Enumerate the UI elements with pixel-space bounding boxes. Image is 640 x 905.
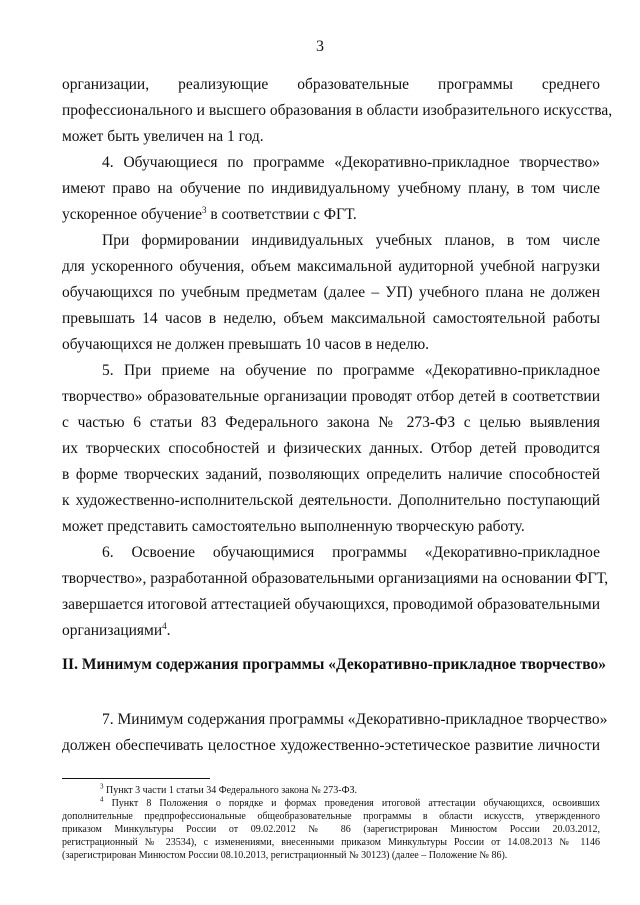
- page-number: 3: [316, 38, 324, 55]
- footnote-4-line-1: [100, 797, 600, 810]
- footnote-ref-4: 4: [162, 620, 167, 631]
- para3-line-5: обучающихся не должен превышать 10 часов в неделю.: [62, 336, 430, 353]
- para4-line-1: 5. При приеме на обучение по программе «Декоративно-прикладное: [102, 362, 600, 379]
- para5-line-2: творчество», разработанной образовательными организациями на основании ФГТ,: [62, 570, 609, 587]
- footnote-4-line-3: приказом Минкультуры России от 09.02.2012 № 86 (зарегистрирован Минюстом России 20.03.2012,: [62, 824, 600, 835]
- para3-line-2: для ускоренного обучения, объем максимальной аудиторной учебной нагрузки: [62, 258, 600, 275]
- para6-line-2: должен обеспечивать целостное художественно-эстетическое развитие личности: [62, 737, 600, 754]
- para1-line-1: организации, реализующие образовательные программы среднего: [62, 76, 600, 93]
- para3-line-4: превышать 14 часов в неделю, объем максимальной самостоятельной работы: [62, 310, 600, 327]
- para4-line-3: с частью 6 статьи 83 Федерального закона № 273-ФЗ с целью выявления: [62, 414, 600, 431]
- footnote-4-line-2: дополнительные предпрофессиональные общеобразовательные программы в области искусств, утвержденного: [62, 811, 600, 822]
- para2-line-3-tail: в соответствии с ФГТ.: [206, 206, 357, 223]
- footnote-3-mark: 3: [100, 782, 104, 791]
- footnote-4-line-4: регистрационный № 23534), с изменениями, внесенными приказом Минкультуры России от 14.08.2013 № 1146: [62, 837, 600, 848]
- para4-line-6: к художественно-исполнительской деятельности. Дополнительно поступающий: [62, 492, 600, 509]
- para5-line-4-tail: .: [166, 622, 171, 639]
- para4-line-7: может представить самостоятельно выполненную творческую работу.: [62, 518, 525, 535]
- para3-line-3: обучающихся по учебным предметам (далее – УП) учебного плана не должен: [62, 284, 600, 301]
- footnote-separator: [62, 778, 210, 779]
- footnote-3-text: Пункт 3 части 1 статьи 34 Федерального закона № 273-ФЗ.: [103, 785, 358, 796]
- para1-line-2: профессионального и высшего образования в области изобразительного искусства,: [62, 102, 613, 119]
- para2-line-2: имеют право на обучение по индивидуальному учебному плану, в том числе: [62, 180, 600, 197]
- footnote-4-mark: 4: [100, 795, 104, 804]
- para4-line-5: в форме творческих заданий, позволяющих определить наличие способностей: [62, 466, 600, 483]
- section-heading: II. Минимум содержания программы «Декоративно-прикладное творчество»: [62, 656, 606, 673]
- para4-line-4: их творческих способностей и физических данных. Отбор детей проводится: [62, 440, 600, 457]
- para3-line-1: При формировании индивидуальных учебных планов, в том числе: [102, 232, 600, 249]
- footnote-4-text-1: Пункт 8 Положения о порядке и формах проведения итоговой аттестации обучающихся, освоивших: [103, 798, 600, 809]
- footnote-3: [100, 784, 600, 797]
- para2-line-3: [62, 205, 600, 225]
- para5-line-4: [62, 621, 600, 641]
- para1-line-3: может быть увеличен на 1 год.: [62, 128, 264, 145]
- para5-line-1: 6. Освоение обучающимися программы «Декоративно-прикладное: [102, 544, 600, 561]
- para6-line-1: 7. Минимум содержания программы «Декоративно-прикладное творчество»: [102, 711, 608, 728]
- para2-line-3-text: ускоренное обучение: [62, 206, 202, 223]
- para4-line-2: творчество» образовательные организации проводят отбор детей в соответствии: [62, 388, 600, 405]
- footnote-ref-3: 3: [201, 204, 207, 215]
- para2-line-1: 4. Обучающиеся по программе «Декоративно-прикладное творчество»: [102, 154, 600, 171]
- para5-line-3: завершается итоговой аттестацией обучающихся, проводимой образовательными: [62, 596, 600, 613]
- footnote-4-line-5: (зарегистрирован Минюстом России 08.10.2013, регистрационный № 30123) (далее – Положение № 86).: [62, 850, 508, 861]
- para5-line-4-text: организациями: [62, 622, 163, 639]
